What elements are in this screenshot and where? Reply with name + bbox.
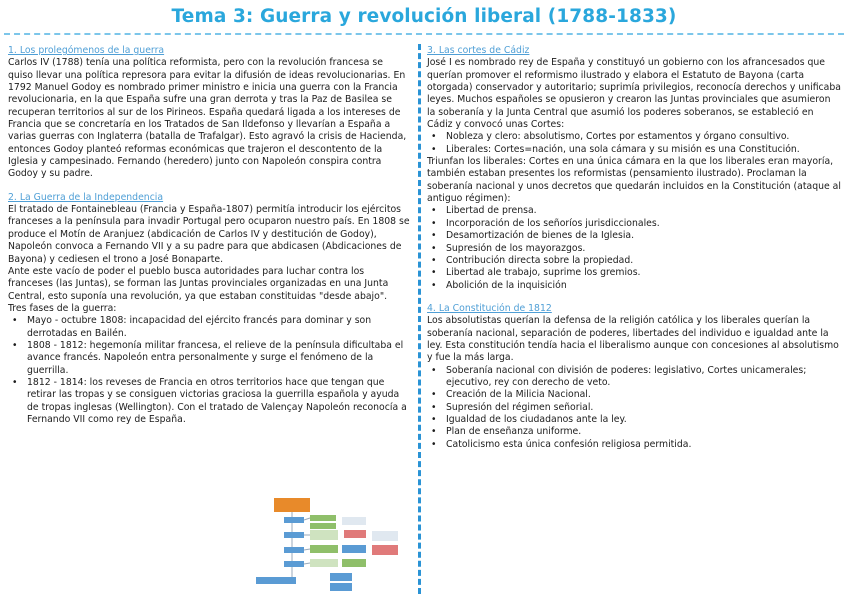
list-item: • Incorporación de los señoríos jurisdiccionales. [427, 218, 841, 230]
war-phases-list [8, 315, 410, 426]
list-item: • Liberales: Cortes=nación, una sola cámara y su misión es una Constitución. [427, 144, 841, 156]
list-item: • Supresión del régimen señorial. [427, 402, 841, 414]
section-text-prolegomenos: Carlos IV (1788) tenía una política reformista, pero con la revolución francesa se quiso llevar una política represora para evitar la difusión de ideas revolucionarias. En 1792 Manuel Godoy es nombrado primer ministro e inicia una guerra con la Francia revolucionaria, en la que España sufre una gran derrota y tras la Paz de Basilea se recuperan territorios al sur de los Pirineos. España quedará ligada a los intereses de Francia que se concretaría en los Tratados de San Ildefonso y llevarían a España a varias guerras con Inglaterra (batalla de Trafalgar). Esto agravó la crisis de Hacienda, entonces Godoy planteó reformas económicas que trajeron el descontento de la Iglesia y campesinado. Fernando (heredero) junto con Napoleón conspira contra Godoy y su padre. [8, 57, 407, 180]
independence-war-mindmap-image [254, 497, 406, 593]
list-item: • Creación de la Milicia Nacional. [427, 389, 841, 401]
mindmap-graphic [254, 497, 406, 593]
title-divider [4, 33, 844, 35]
section-heading-guerra-independencia: 2. La Guerra de la Independencia [8, 191, 164, 203]
paragraph: Los absolutistas querían la defensa de la religión católica y los liberales querían la soberanía nacional, separación de poderes, libertades del individuo e igualdad ante la ley. Esta constitución tendía hacia el liberalismo aunque con concesiones al absolutismo y fue la más larga. [427, 315, 839, 364]
left-column [8, 45, 410, 426]
list-item: • Desamortización de bienes de la Iglesia. [427, 230, 841, 242]
mindmap-header-node [274, 498, 310, 512]
column-divider [418, 44, 421, 594]
list-item: • 1808 - 1812: hegemonía militar francesa, el relieve de la península dificultaba el avance francés. Napoleón entra personalmente y surge el fenómeno de la guerrilla. [8, 340, 410, 377]
paragraph: Ante este vacío de poder el pueblo busca autoridades para luchar contra los franceses (las Juntas), se forman las Juntas provinciales organizadas en una Junta Central, esto suponía una revolución, ya que estaban constituidas "desde abajo". [8, 265, 389, 302]
section-heading-constitucion-1812: 4. La Constitución de 1812 [427, 302, 552, 314]
list-item: • Libertad de prensa. [427, 205, 841, 217]
list-item: • Abolición de la inquisición [427, 280, 841, 292]
right-column [427, 45, 841, 451]
list-item: • Supresión de los mayorazgos. [427, 243, 841, 255]
list-item: • Libertad ale trabajo, suprime los gremios. [427, 267, 841, 279]
constitution-points-list [427, 365, 841, 451]
page-title: Tema 3: Guerra y revolución liberal (1788-1833) [171, 6, 677, 27]
list-item: • Soberanía nacional con división de poderes: legislativo, Cortes unicamerales; ejecutivo, rey con derecho de veto. [427, 365, 841, 390]
section-heading-cortes-cadiz: 3. Las cortes de Cádiz [427, 45, 530, 56]
list-item: • Plan de enseñanza uniforme. [427, 426, 841, 438]
list-item: • Mayo - octubre 1808: incapacidad del ejército francés para dominar y son derrotadas en Bailén. [8, 315, 410, 340]
list-item: • 1812 - 1814: los reveses de Francia en otros territorios hace que tengan que retirar las tropas y se consiguen victorias graciosa la guerrilla española y ayuda de tropas inglesas (Wellington). Con el tratado de Valençay Napoleón reconocía a Fernando VII como rey de España. [8, 377, 410, 426]
decrees-list [427, 205, 841, 291]
section-heading-prolegomenos: 1. Los prolegómenos de la guerra [8, 45, 165, 56]
list-item: • Igualdad de los ciudadanos ante la ley. [427, 414, 841, 426]
paragraph: El tratado de Fontainebleau (Francia y España-1807) permitía introducir los ejércitos franceses a la península para invadir Portugal pero ocuparon nuestro país. En 1808 se produce el Motín de Aranjuez (abdicación de Carlos IV y destitución de Godoy), Napoleón convoca a Fernando VII y a su padre para que abdicasen (Abdicaciones de Bayona) y cediesen el trono a José Bonaparte. [8, 204, 410, 265]
paragraph: José I es nombrado rey de España y constituyó un gobierno con los afrancesados que querían promover el reformismo ilustrado y elabora el Estatuto de Bayona (carta otorgada) conservador y autoritario; suprimía privilegios, reconocía derechos y unificaba leyes. Muchos españoles se opusieron y crearon las Juntas provinciales que asumieron la soberanía y la Junta Central que asumió los poderes soberanos, se estableció en Cádiz y convocó unas Cortes: [427, 57, 841, 131]
list-item: • Nobleza y clero: absolutismo, Cortes por estamentos y órgano consultivo. [427, 131, 841, 143]
list-item: • Catolicismo esta única confesión religiosa permitida. [427, 439, 841, 451]
paragraph: Tres fases de la guerra: [8, 302, 117, 314]
paragraph: Triunfan los liberales: Cortes en una única cámara en la que los liberales eran mayoría, también estaban presentes los reformistas (pensamiento ilustrado). Proclaman la soberanía nacional y unos decretos que quedarán incluidos en la Constitución (ataque al antiguo régimen): [427, 156, 841, 205]
cortes-groups-list [427, 131, 841, 156]
list-item: • Contribución directa sobre la propiedad. [427, 255, 841, 267]
